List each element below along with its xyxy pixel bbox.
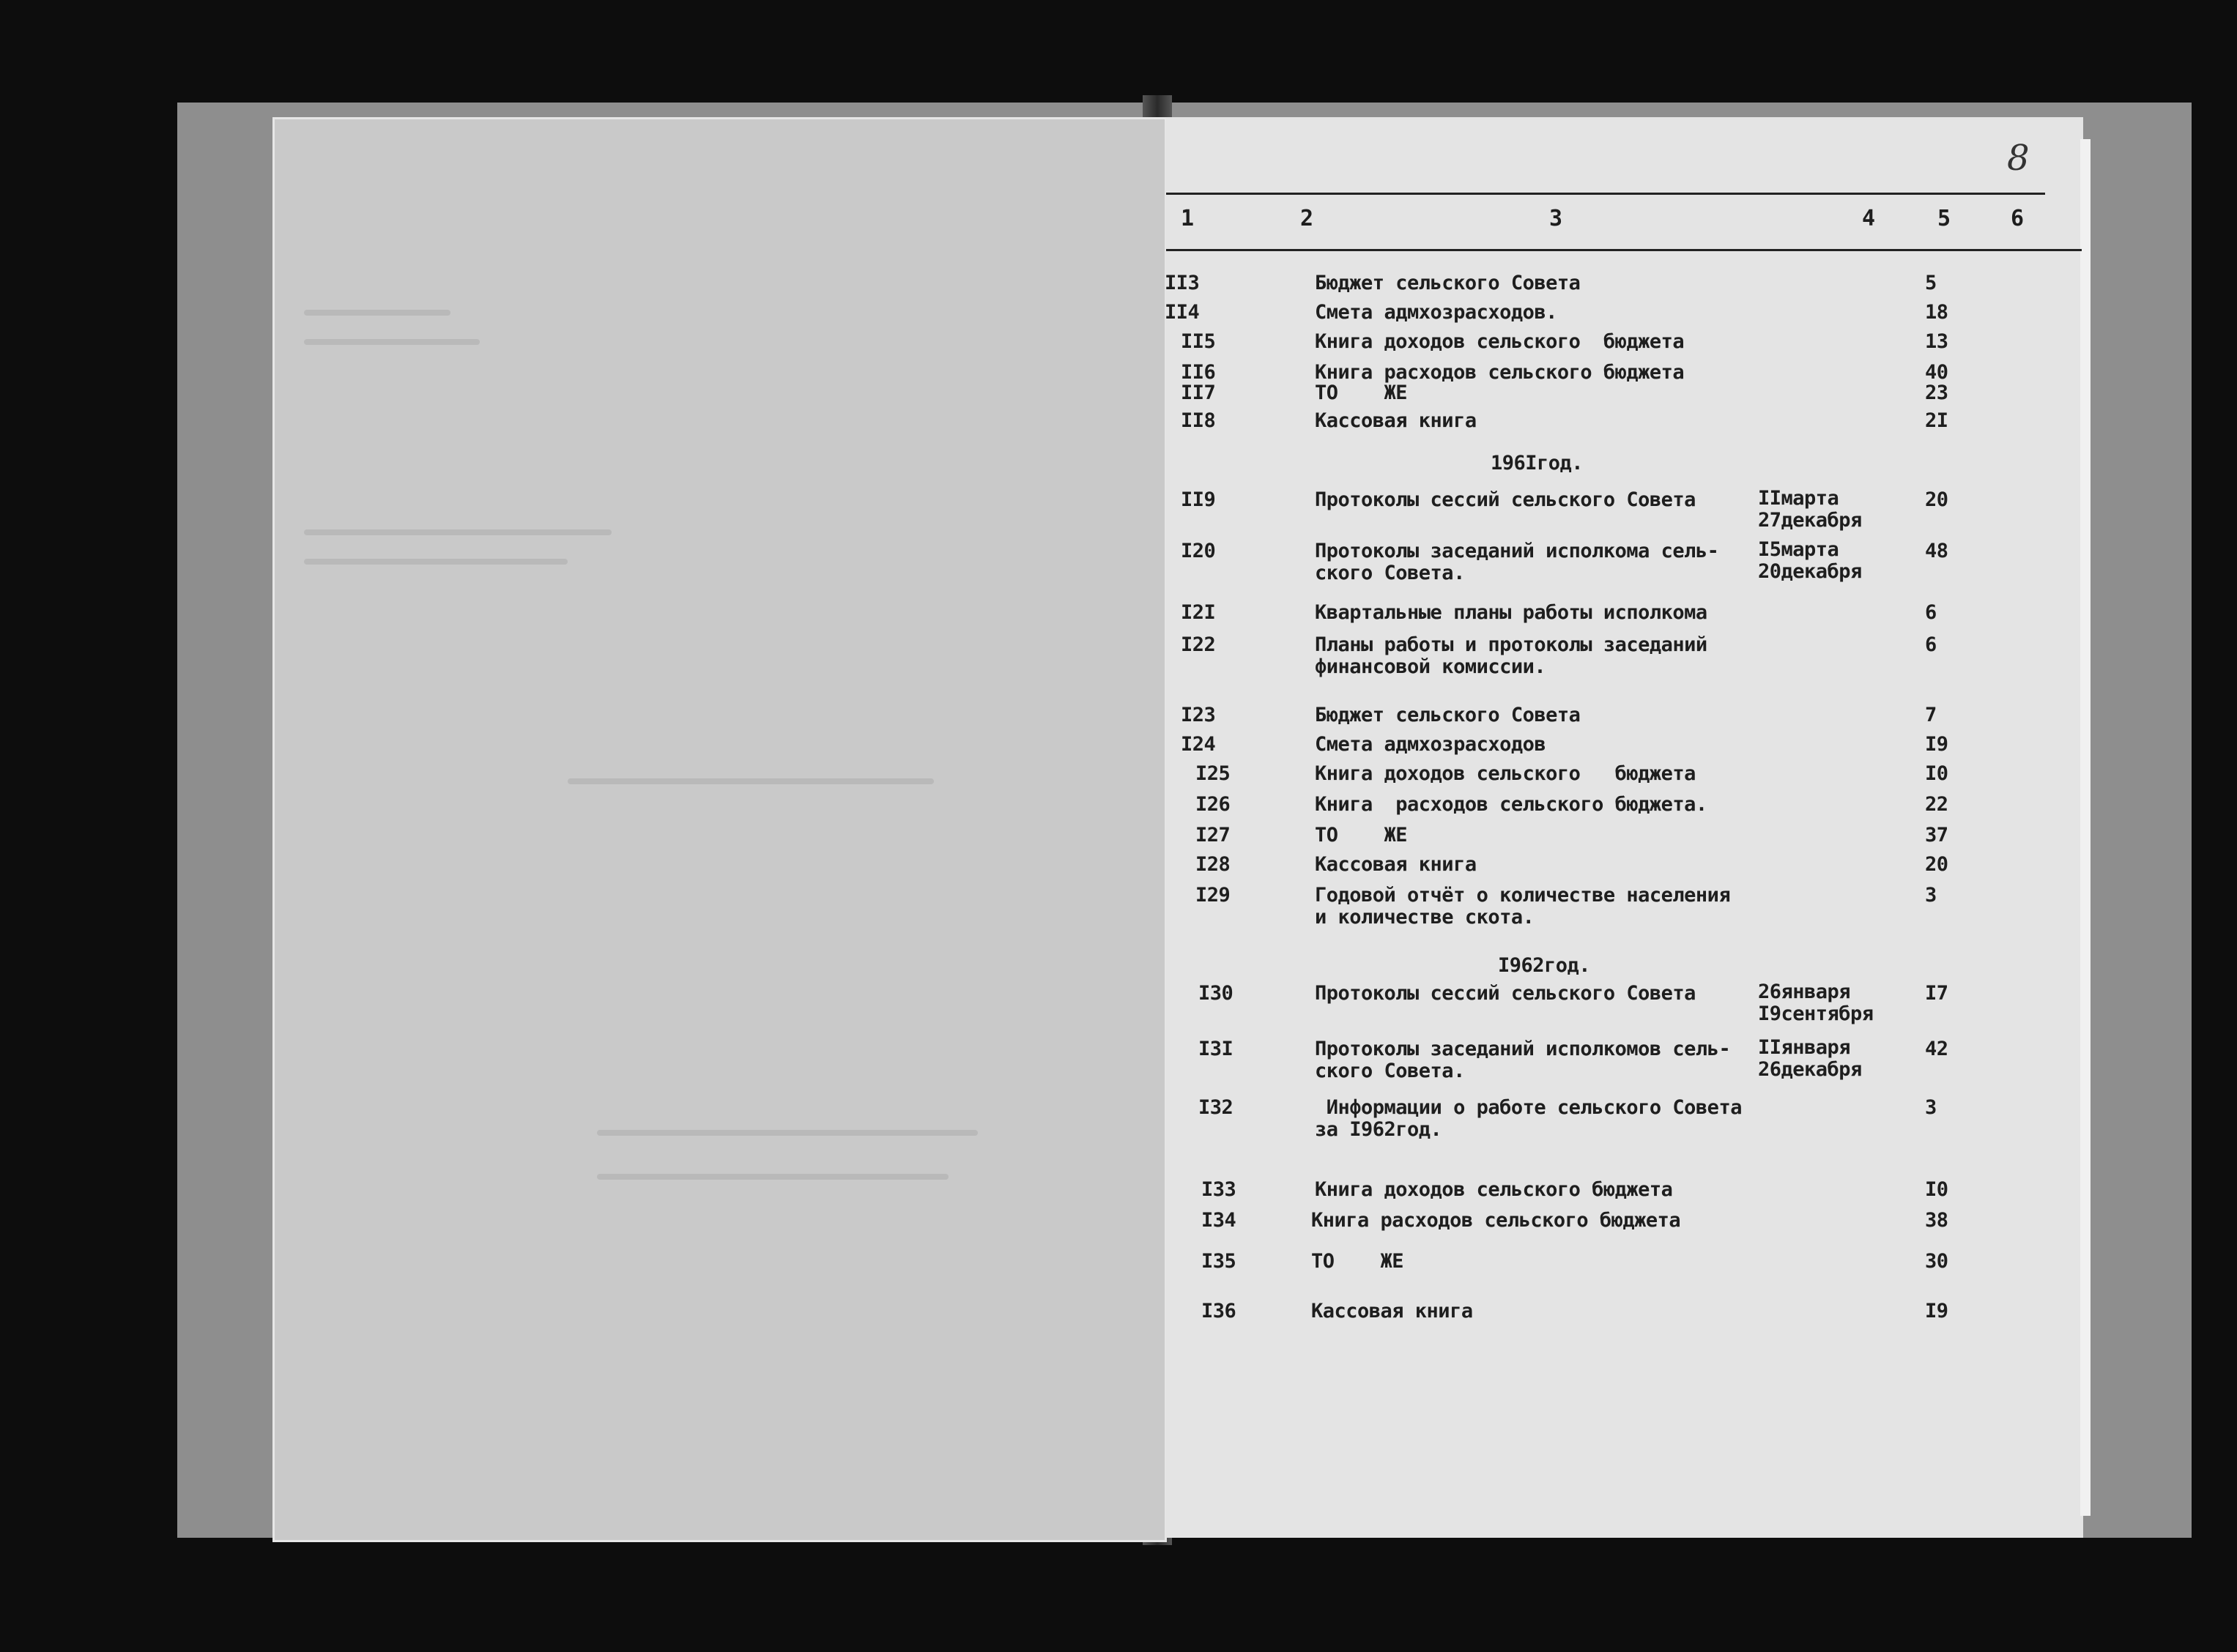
sheet-count: 20 <box>1925 488 1948 511</box>
case-title: Книга доходов сельского бюджета <box>1315 762 1696 785</box>
case-title: Смета адмхозрасходов. <box>1315 301 1557 324</box>
case-dates: IIянваря 26декабря <box>1758 1036 1862 1081</box>
case-title: Кассовая книга <box>1311 1300 1473 1322</box>
sheet-count: I0 <box>1925 1178 1948 1201</box>
case-title: Кассовая книга <box>1315 853 1477 876</box>
column-header: 6 <box>2011 206 2024 231</box>
sheet-count: 23 <box>1925 382 1948 404</box>
case-number: II5 <box>1181 330 1216 353</box>
case-title: Планы работы и протоколы заседаний финансовой комиссии. <box>1315 633 1707 678</box>
case-number: I29 <box>1195 884 1231 907</box>
case-number: II6 <box>1181 361 1216 384</box>
left-page-blank <box>272 117 1167 1542</box>
page-number: 8 <box>2007 138 2030 179</box>
case-title: Квартальные планы работы исполкома <box>1315 601 1707 624</box>
sheet-count: 38 <box>1925 1209 1948 1232</box>
case-number: I36 <box>1201 1300 1236 1322</box>
case-title: ТО ЖЕ <box>1311 1250 1404 1273</box>
case-title: Протоколы сессий сельского Совета <box>1315 488 1696 511</box>
case-number: I22 <box>1181 633 1216 656</box>
case-number: II7 <box>1181 382 1216 404</box>
case-number: I34 <box>1201 1209 1236 1232</box>
sheet-count: 7 <box>1925 704 1937 726</box>
case-title: Бюджет сельского Совета <box>1315 704 1581 726</box>
column-header: 5 <box>1937 206 1951 231</box>
case-title: Смета адмхозрасходов <box>1315 733 1546 756</box>
sheet-count: 30 <box>1925 1250 1948 1273</box>
case-title: Книга расходов сельского бюджета <box>1315 361 1685 384</box>
sheet-count: I0 <box>1925 762 1948 785</box>
case-number: II4 <box>1165 301 1200 324</box>
case-number: I32 <box>1198 1096 1233 1119</box>
sheet-count: 22 <box>1925 793 1948 816</box>
case-dates: 26января I9сентября <box>1758 981 1874 1025</box>
case-number: I33 <box>1201 1178 1236 1201</box>
sheet-count: 40 <box>1925 361 1948 384</box>
year-heading: I962год. <box>1498 954 1591 977</box>
case-title: Книга расходов сельского бюджета <box>1311 1209 1681 1232</box>
sheet-count: I7 <box>1925 982 1948 1005</box>
sheet-count: 42 <box>1925 1038 1948 1060</box>
case-number: II9 <box>1181 488 1216 511</box>
sheet-count: 48 <box>1925 540 1948 562</box>
case-title: Протоколы сессий сельского Совета <box>1315 982 1696 1005</box>
sheet-count: 5 <box>1925 272 1937 294</box>
case-number: I27 <box>1195 824 1231 847</box>
case-number: I2I <box>1181 601 1216 624</box>
sheet-count: I9 <box>1925 1300 1948 1322</box>
case-number: I20 <box>1181 540 1216 562</box>
sheet-count: 3 <box>1925 884 1937 907</box>
case-title: Кассовая книга <box>1315 409 1477 432</box>
header-rule-top <box>1166 193 2045 195</box>
case-number: II3 <box>1165 272 1200 294</box>
case-number: I35 <box>1201 1250 1236 1273</box>
sheet-count: 20 <box>1925 853 1948 876</box>
case-title: ТО ЖЕ <box>1315 824 1408 847</box>
case-number: I23 <box>1181 704 1216 726</box>
page-edge <box>2080 139 2091 1516</box>
case-number: II8 <box>1181 409 1216 432</box>
sheet-count: 3 <box>1925 1096 1937 1119</box>
case-number: I28 <box>1195 853 1231 876</box>
case-title: Книга расходов сельского бюджета. <box>1315 793 1707 816</box>
year-heading: 196Iгод. <box>1491 452 1584 475</box>
case-title: Годовой отчёт о количестве населения и количестве скота. <box>1315 884 1731 929</box>
sheet-count: 13 <box>1925 330 1948 353</box>
case-title: Протоколы заседаний исполкомов сель- ского Совета. <box>1315 1038 1731 1082</box>
case-title: Книга доходов сельского бюджета <box>1315 330 1685 353</box>
case-title: Бюджет сельского Совета <box>1315 272 1581 294</box>
column-header: 3 <box>1549 206 1562 231</box>
case-dates: I5марта 20декабря <box>1758 538 1862 583</box>
sheet-count: 37 <box>1925 824 1948 847</box>
sheet-count: 6 <box>1925 633 1937 656</box>
case-number: I3I <box>1198 1038 1233 1060</box>
sheet-count: 6 <box>1925 601 1937 624</box>
column-header: 2 <box>1300 206 1313 231</box>
case-title: Протоколы заседаний исполкома сель- ского Совета. <box>1315 540 1719 584</box>
case-title: ТО ЖЕ <box>1315 382 1408 404</box>
sheet-count: I9 <box>1925 733 1948 756</box>
column-header: 1 <box>1181 206 1194 231</box>
header-rule-bottom <box>1166 249 2082 251</box>
case-number: I24 <box>1181 733 1216 756</box>
case-dates: IIмарта 27декабря <box>1758 487 1862 532</box>
case-title: Информации о работе сельского Совета за I962год. <box>1315 1096 1742 1141</box>
case-number: I26 <box>1195 793 1231 816</box>
sheet-count: 18 <box>1925 301 1948 324</box>
case-number: I25 <box>1195 762 1231 785</box>
sheet-count: 2I <box>1925 409 1948 432</box>
column-header: 4 <box>1862 206 1875 231</box>
case-number: I30 <box>1198 982 1233 1005</box>
case-title: Книга доходов сельского бюджета <box>1315 1178 1673 1201</box>
